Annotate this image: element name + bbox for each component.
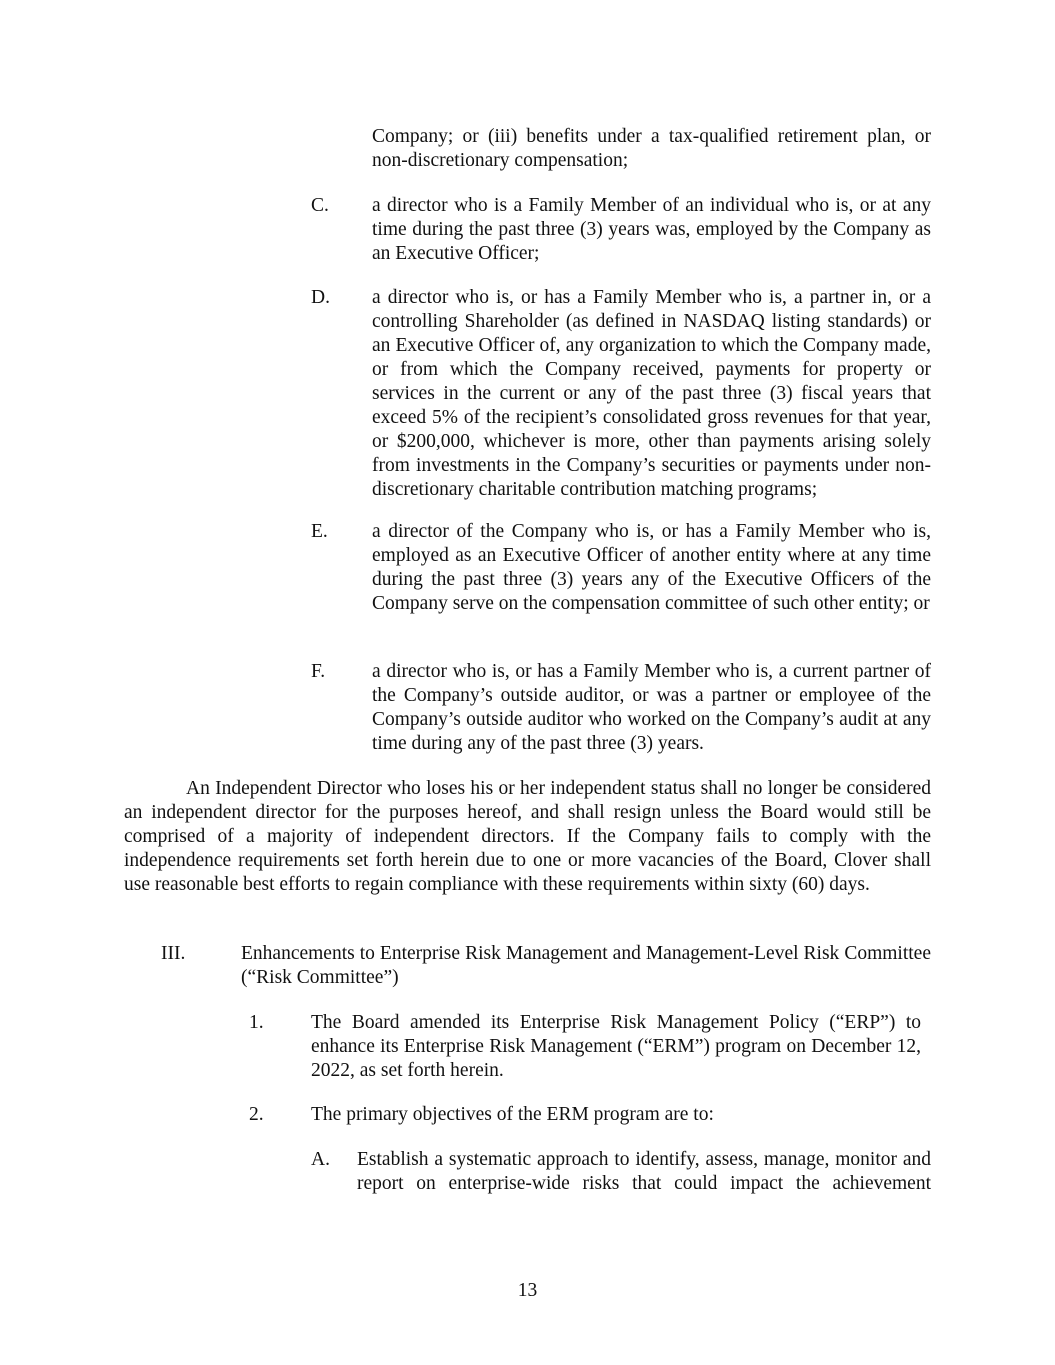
numbered-marker-1: 1. (249, 1012, 264, 1033)
sub-item-marker-a: A. (311, 1149, 330, 1170)
section-heading: Enhancements to Enterprise Risk Management and Management-Level Risk Committee (“Risk Committee”) (241, 943, 931, 988)
numbered-marker-2: 2. (249, 1104, 264, 1125)
item-text-f: a director who is, or has a Family Member who is, a current partner of the Company’s outside auditor, or was a partner or employee of the Company’s outside auditor who worked on the Company’s audit at any time during any of the past three (3) years. (372, 661, 931, 754)
page-number: 13 (517, 1280, 538, 1301)
numbered-text-2: The primary objectives of the ERM program are to: (311, 1104, 714, 1125)
sub-item-text-a: Establish a systematic approach to identify, assess, manage, monitor and report on enterprise-wide risks that could impact the achievement (357, 1149, 931, 1194)
item-text-d: a director who is, or has a Family Member who is, a partner in, or a controlling Shareholder (as defined in NASDAQ listing standards) or an Executive Officer of, any organization to which the Company made, or from which the Company received, payments for property or services in the current or any of the past three (3) fiscal years that exceed 5% of the recipient’s consolidated gross revenues for that year, or $200,000, whichever is more, other than payments arising solely from investments in the Company’s securities or payments under non-discretionary charitable contribution matching programs; (372, 287, 931, 500)
item-marker-d: D. (311, 287, 330, 308)
continuation-paragraph: Company; or (iii) benefits under a tax-qualified retirement plan, or non-discretionary compensation; (372, 126, 931, 171)
item-text-c: a director who is a Family Member of an individual who is, or at any time during the past three (3) years was, employed by the Company as an Executive Officer; (372, 195, 931, 264)
item-marker-f: F. (311, 661, 326, 682)
item-marker-e: E. (311, 521, 328, 542)
body-paragraph: An Independent Director who loses his or her independent status shall no longer be considered an independent director for the purposes hereof, and shall resign unless the Board would still be comprised of a majority of independent directors. If the Company fails to comply with the independence requirements set forth herein due to one or more vacancies of the Board, Clover shall use reasonable best efforts to regain compliance with these requirements within sixty (60) days. (124, 778, 931, 895)
section-marker: III. (161, 943, 186, 964)
numbered-text-1: The Board amended its Enterprise Risk Management Policy (“ERP”) to enhance its Enterprise Risk Management (“ERM”) program on December 12, 2022, as set forth herein. (311, 1012, 921, 1081)
item-text-e: a director of the Company who is, or has a Family Member who is, employed as an Executive Officer of another entity where at any time during the past three (3) years any of the Executive Officers of the Company serve on the compensation committee of such other entity; or (372, 521, 931, 614)
item-marker-c: C. (311, 195, 329, 216)
